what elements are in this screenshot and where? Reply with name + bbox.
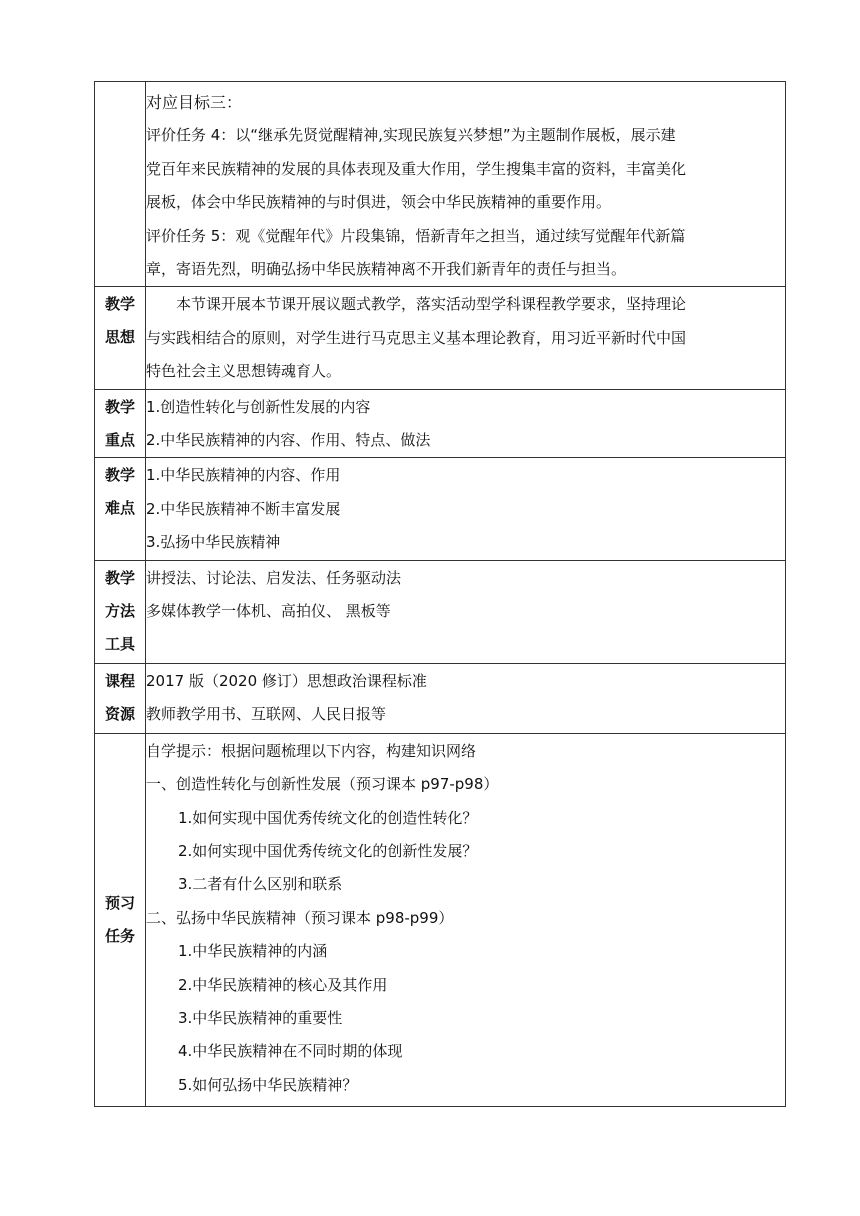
- key-point-1: 1.创造性转化与创新性发展的内容: [146, 397, 371, 416]
- section-2-item: 2.中华民族精神的核心及其作用: [178, 975, 388, 994]
- thought-line-1: 本节课开展本节课开展议题式教学，落实活动型学科课程教学要求，坚持理论: [176, 295, 687, 314]
- label-line: 教学: [104, 568, 135, 587]
- label-line: 资源: [104, 704, 135, 723]
- row-objective-3: [95, 82, 786, 287]
- difficulties-content: [146, 458, 786, 560]
- difficulty-2: 2.中华民族精神不断丰富发展: [146, 499, 341, 518]
- key-points-label: [95, 389, 146, 458]
- section-2-item: 5.如何弘扬中华民族精神？: [178, 1075, 358, 1094]
- task4-line-1: 评价任务 4：以“继承先贤觉醒精神,实现民族复兴梦想”为主题制作展板，展示建: [146, 126, 676, 145]
- key-points-content: [146, 389, 786, 458]
- method-line-1: 讲授法、讨论法、启发法、任务驱动法: [146, 568, 402, 587]
- row-key-points: [95, 389, 786, 458]
- difficulty-1: 1.中华民族精神的内容、作用: [146, 466, 341, 485]
- section-2-item: 3.中华民族精神的重要性: [178, 1008, 343, 1027]
- key-point-2: 2.中华民族精神的内容、作用、特点、做法: [146, 431, 431, 450]
- objective-3-title: 对应目标三：: [146, 93, 243, 112]
- row-preview-tasks: [95, 733, 786, 1106]
- difficulty-3: 3.弘扬中华民族精神: [146, 533, 281, 552]
- teaching-thought-label: [95, 287, 146, 389]
- section-1-item: 1.如何实现中国优秀传统文化的创造性转化？: [178, 808, 478, 827]
- task4-line-2: 党百年来民族精神的发展的具体表现及重大作用，学生搜集丰富的资料，丰富美化: [146, 159, 687, 178]
- task5-line-2: 章，寄语先烈，明确弘扬中华民族精神离不开我们新青年的责任与担当。: [146, 260, 627, 279]
- preview-intro: 自学提示：根据问题梳理以下内容，构建知识网络: [146, 741, 477, 760]
- resource-line-1: 2017 版（2020 修订）思想政治课程标准: [146, 671, 427, 690]
- label-line: 教学: [104, 397, 135, 416]
- section-1-item: 3.二者有什么区别和联系: [178, 875, 343, 894]
- row-label-empty: [95, 82, 146, 287]
- label-line: 教学: [104, 295, 135, 314]
- preview-section-1: 一、创造性转化与创新性发展（预习课本 p97-p98）: [146, 775, 499, 794]
- label-line: 任务: [104, 926, 135, 945]
- preview-section-2: 二、弘扬中华民族精神（预习课本 p98-p99）: [146, 908, 454, 927]
- resource-line-2: 教师教学用书、互联网、人民日报等: [146, 705, 387, 724]
- teaching-thought-content: [146, 287, 786, 389]
- lesson-plan-table: [94, 81, 786, 1107]
- label-line: 难点: [104, 499, 135, 518]
- task5-line-1: 评价任务 5：观《觉醒年代》片段集锦，悟新青年之担当，通过续写觉醒年代新篇: [146, 226, 686, 245]
- preview-label: [95, 733, 146, 1106]
- objective-3-content: [146, 82, 786, 287]
- section-1-item: 2.如何实现中国优秀传统文化的创新性发展？: [178, 841, 478, 860]
- preview-content: [146, 733, 786, 1106]
- row-methods-tools: [95, 560, 786, 663]
- section-2-item: 4.中华民族精神在不同时期的体现: [178, 1042, 403, 1061]
- task4-line-3: 展板，体会中华民族精神的与时俱进，领会中华民族精神的重要作用。: [146, 193, 612, 212]
- resources-content: [146, 663, 786, 733]
- thought-line-3: 特色社会主义思想铸魂育人。: [146, 362, 342, 381]
- label-line: 工具: [104, 634, 135, 653]
- resources-label: [95, 663, 146, 733]
- label-line: 预习: [104, 893, 135, 912]
- section-2-item: 1.中华民族精神的内涵: [178, 942, 328, 961]
- methods-label: [95, 560, 146, 663]
- methods-content: [146, 560, 786, 663]
- row-teaching-thought: [95, 287, 786, 389]
- row-resources: [95, 663, 786, 733]
- method-line-2: 多媒体教学一体机、高拍仪、 黑板等: [146, 602, 391, 621]
- label-line: 教学: [104, 466, 135, 485]
- difficulties-label: [95, 458, 146, 560]
- label-line: 方法: [104, 601, 135, 620]
- thought-line-2: 与实践相结合的原则，对学生进行马克思主义基本理论教育，用习近平新时代中国: [146, 328, 687, 347]
- label-line: 思想: [104, 328, 135, 347]
- row-difficulties: [95, 458, 786, 560]
- label-line: 课程: [104, 671, 135, 690]
- label-line: 重点: [104, 430, 135, 449]
